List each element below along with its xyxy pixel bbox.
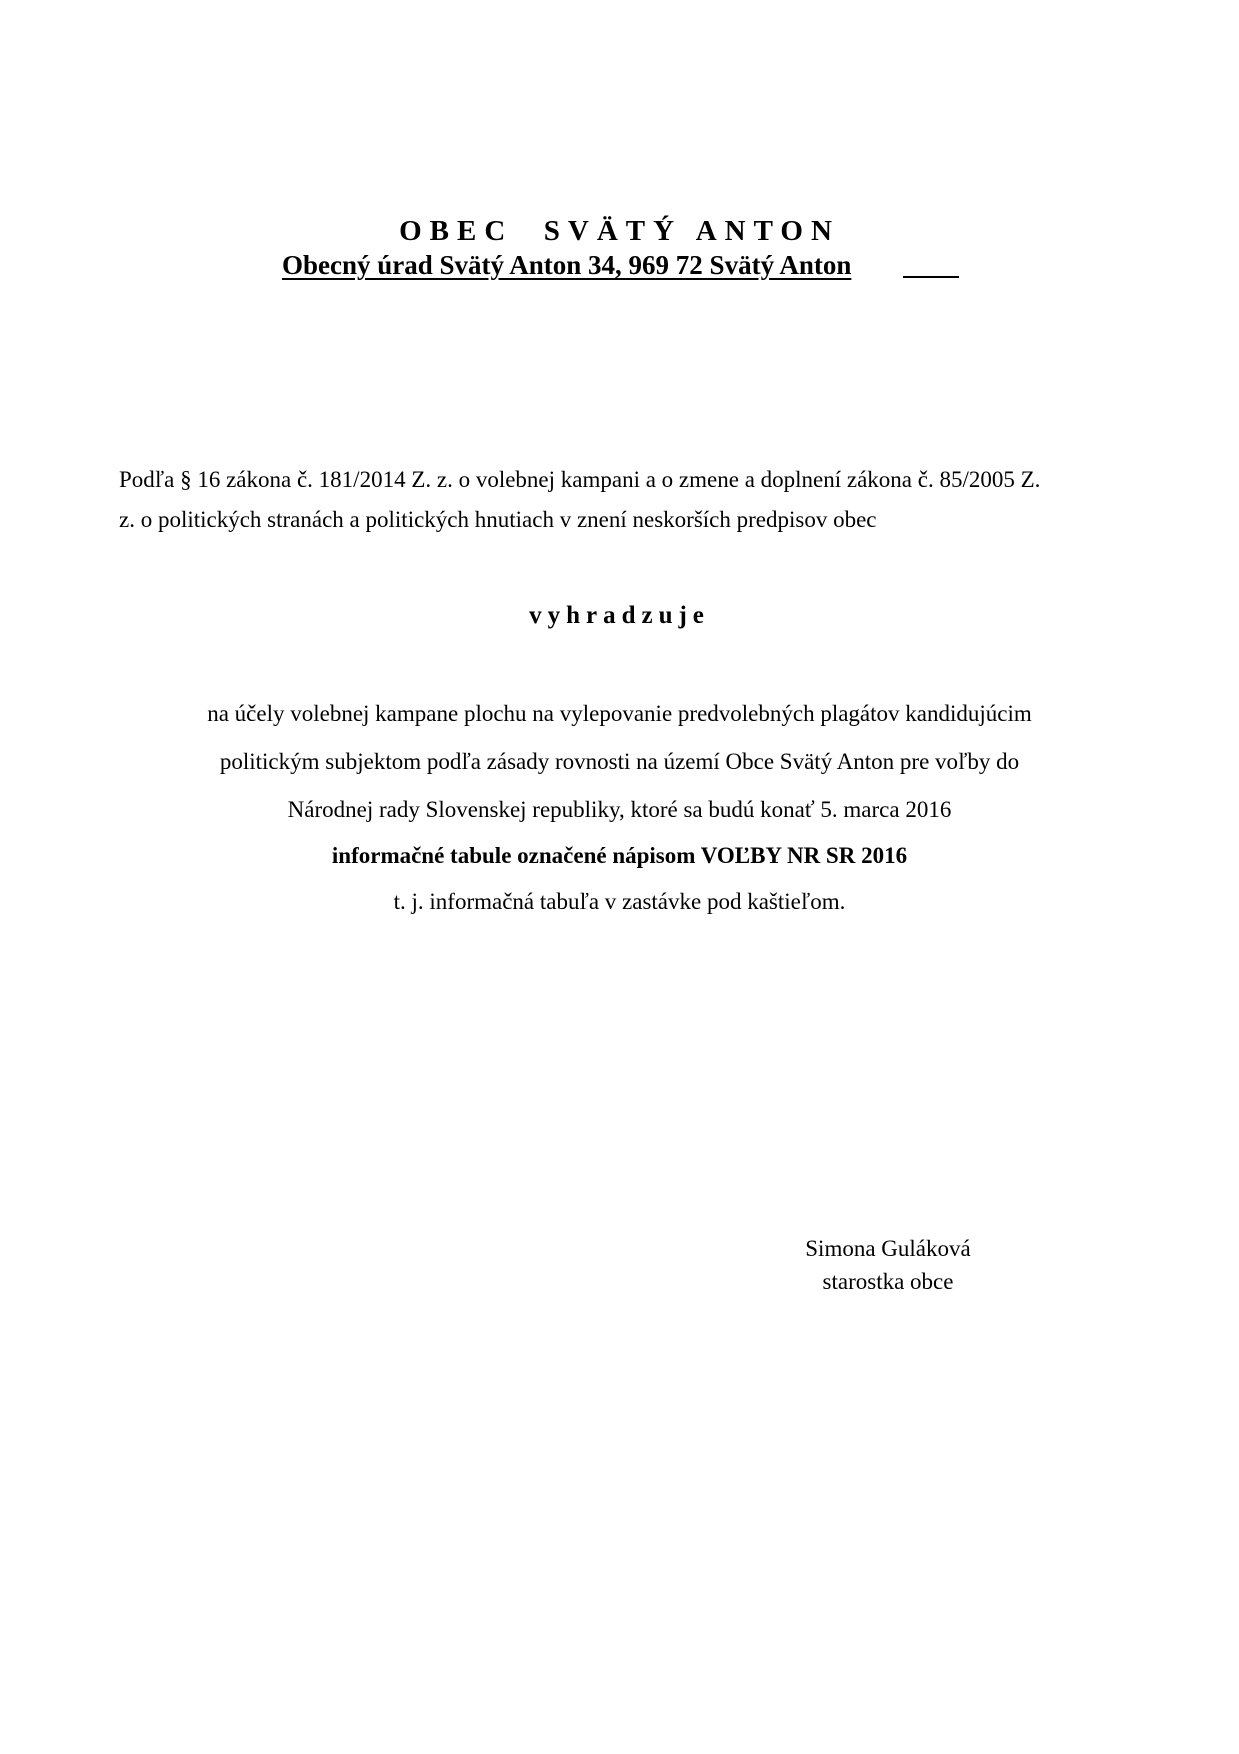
signatory-name: Simona Guláková [805, 1236, 971, 1261]
address-underline-extension [903, 276, 959, 278]
legal-reference-paragraph [119, 460, 1119, 540]
reserves-heading: vyhradzuje [529, 602, 710, 629]
details-line-4-bold: informačné tabule označené nápisom VOĽBY NR SR 2016 [331, 843, 908, 868]
signatory-role: starostka obce [822, 1269, 954, 1294]
details-line-1: na účely volebnej kampane plochu na vylepovanie predvolebných plagátov kandidujúcim [207, 701, 1032, 726]
legal-reference-line-1: Podľa § 16 zákona č. 181/2014 Z. z. o volebnej kampani a o zmene a doplnení zákona č. 85/2005 Z. [119, 467, 1041, 492]
legal-reference-line-2: z. o politických stranách a politických hnutiach v znení neskorších predpisov obec [119, 507, 877, 532]
details-line-5: t. j. informačná tabuľa v zastávke pod kaštieľom. [393, 889, 846, 914]
office-address: Obecný úrad Svätý Anton 34, 969 72 Svätý Anton [282, 250, 852, 280]
signature-block [768, 1232, 1008, 1298]
details-line-2: politickým subjektom podľa zásady rovnosti na území Obce Svätý Anton pre voľby do [219, 749, 1020, 774]
municipality-title: OBEC SVÄTÝ ANTON [399, 215, 840, 247]
details-line-3: Národnej rady Slovenskej republiky, ktoré sa budú konať 5. marca 2016 [287, 797, 952, 822]
